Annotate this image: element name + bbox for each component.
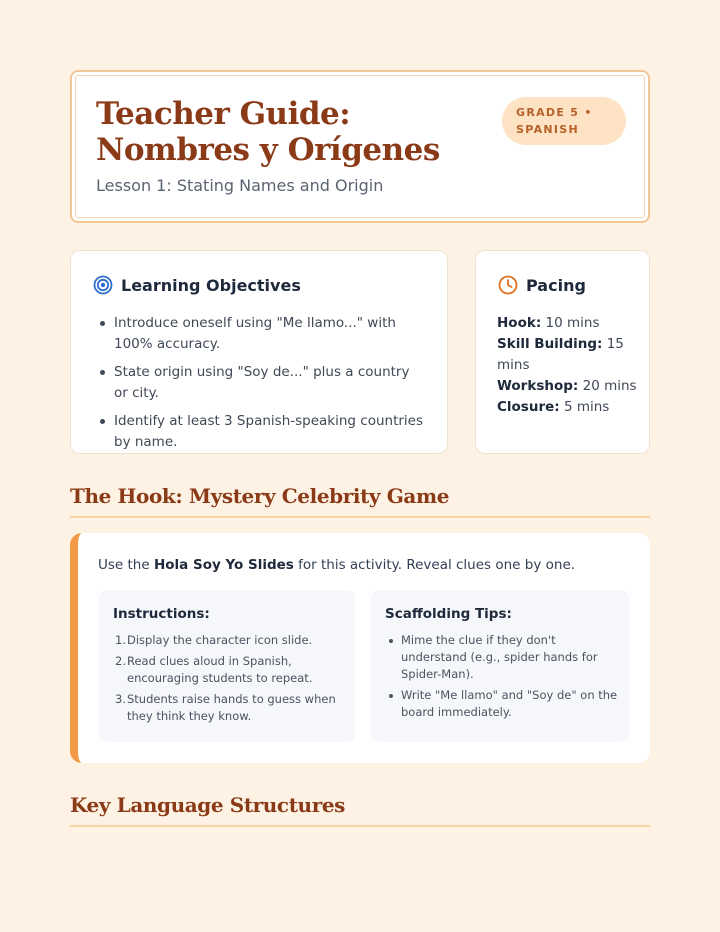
scaffolding-title: Scaffolding Tips: bbox=[385, 606, 512, 622]
pacing-row: Skill Building: 15 mins bbox=[497, 336, 624, 373]
objectives-list bbox=[95, 313, 425, 460]
language-section-title: Key Language Structures bbox=[70, 793, 650, 827]
slides-reference: Hola Soy Yo Slides bbox=[153, 557, 294, 573]
objectives-heading: Learning Objectives bbox=[121, 275, 301, 295]
scaffolding-item: Write "Me llamo" and "Soy de" on the board immediately. bbox=[385, 687, 621, 721]
pacing-list bbox=[497, 313, 637, 418]
scaffolding-item: Mime the clue if they don't understand (e.g., spider hands for Spider-Man). bbox=[385, 632, 621, 683]
page-subtitle: Lesson 1: Stating Names and Origin bbox=[96, 176, 384, 195]
objective-item: Identify at least 3 Spanish-speaking countries by name. bbox=[95, 411, 425, 453]
scaffolding-list bbox=[385, 632, 621, 725]
grade-badge: GRADE 5 • SPANISH bbox=[502, 97, 626, 145]
pacing-row: Closure: 5 mins bbox=[497, 399, 610, 415]
instruction-item: 3. Students raise hands to guess when they think they know. bbox=[115, 692, 336, 723]
page-title: Teacher Guide: Nombres y Orígenes bbox=[96, 96, 440, 168]
instructions-list bbox=[115, 632, 347, 729]
instruction-item: 2. Read clues aloud in Spanish, encouraging students to repeat. bbox=[115, 654, 313, 685]
pacing-row: Workshop: 20 mins bbox=[497, 378, 637, 394]
pacing-card bbox=[475, 250, 650, 454]
objective-item: State origin using "Soy de..." plus a country or city. bbox=[95, 362, 425, 404]
instructions-title: Instructions: bbox=[113, 606, 210, 622]
scaffolding-box bbox=[371, 590, 629, 742]
instructions-box bbox=[99, 590, 355, 742]
pacing-heading: Pacing bbox=[526, 275, 586, 295]
hook-card bbox=[70, 533, 650, 763]
learning-objectives-card bbox=[70, 250, 448, 454]
hook-intro: Use the Hola Soy Yo Slides for this activity. Reveal clues one by one. bbox=[98, 557, 576, 573]
objective-item: Introduce oneself using "Me llamo..." with 100% accuracy. bbox=[95, 313, 425, 355]
pacing-row: Hook: 10 mins bbox=[497, 315, 600, 331]
header-card bbox=[70, 70, 650, 223]
clock-icon bbox=[498, 275, 518, 295]
target-icon bbox=[93, 275, 113, 295]
hook-section-title: The Hook: Mystery Celebrity Game bbox=[70, 484, 650, 518]
instruction-item: 1. Display the character icon slide. bbox=[115, 633, 313, 647]
